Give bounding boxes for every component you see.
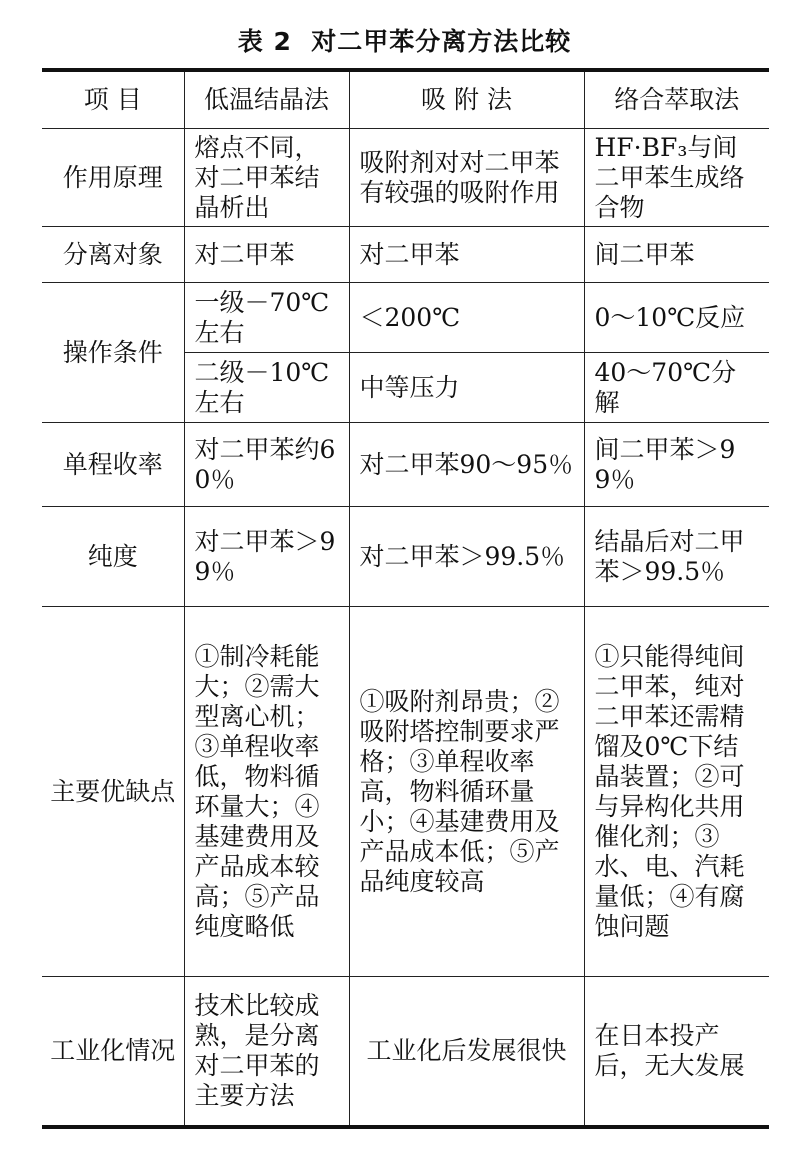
row-label-yield: 单程收率	[42, 423, 184, 507]
cell-principle-complex: HF·BF₃与间二甲苯生成络合物	[584, 129, 769, 227]
cell-principle-adsorption: 吸附剂对对二甲苯有较强的吸附作用	[349, 129, 584, 227]
cell-industrial-crystallization: 技术比较成熟，是分离对二甲苯的主要方法	[184, 977, 349, 1127]
cell-conditions-2-adsorption: 中等压力	[349, 353, 584, 423]
cell-conditions-1-complex: 0～10℃反应	[584, 283, 769, 353]
header-adsorption: 吸 附 法	[349, 70, 584, 129]
cell-industrial-adsorption: 工业化后发展很快	[349, 977, 584, 1127]
cell-conditions-1-crystallization: 一级－70℃左右	[184, 283, 349, 353]
row-label-pros-cons: 主要优缺点	[42, 607, 184, 977]
row-label-purity: 纯度	[42, 507, 184, 607]
header-item: 项 目	[42, 70, 184, 129]
table-row-purity	[42, 507, 769, 607]
cell-yield-crystallization: 对二甲苯约60％	[184, 423, 349, 507]
cell-conditions-2-crystallization: 二级－10℃左右	[184, 353, 349, 423]
cell-pros-cons-complex: ①只能得纯间二甲苯，纯对二甲苯还需精馏及0℃下结晶装置；②可与异构化共用催化剂；③水、电、汽耗量低；④有腐蚀问题	[584, 607, 769, 977]
cell-purity-adsorption: 对二甲苯＞99.5％	[349, 507, 584, 607]
cell-yield-adsorption: 对二甲苯90～95％	[349, 423, 584, 507]
comparison-table	[42, 68, 769, 1129]
cell-conditions-2-complex: 40～70℃分解	[584, 353, 769, 423]
cell-target-adsorption: 对二甲苯	[349, 227, 584, 283]
row-label-industrial: 工业化情况	[42, 977, 184, 1127]
cell-pros-cons-adsorption: ①吸附剂昂贵；②吸附塔控制要求严格；③单程收率高，物料循环量小；④基建费用及产品成本低；⑤产品纯度较高	[349, 607, 584, 977]
header-complex-extraction: 络合萃取法	[584, 70, 769, 129]
table-row-conditions-1	[42, 283, 769, 353]
cell-pros-cons-crystallization: ①制冷耗能大；②需大型离心机；③单程收率低，物料循环量大；④基建费用及产品成本较高；⑤产品纯度略低	[184, 607, 349, 977]
table-title: 表 2 对二甲苯分离方法比较	[237, 27, 572, 56]
table-row-pros-cons	[42, 607, 769, 977]
cell-purity-complex: 结晶后对二甲苯＞99.5％	[584, 507, 769, 607]
row-label-principle: 作用原理	[42, 129, 184, 227]
header-row	[42, 70, 769, 129]
cell-conditions-1-adsorption: ＜200℃	[349, 283, 584, 353]
table-row-yield	[42, 423, 769, 507]
table-row-target	[42, 227, 769, 283]
cell-principle-crystallization: 熔点不同，对二甲苯结晶析出	[184, 129, 349, 227]
header-crystallization: 低温结晶法	[184, 70, 349, 129]
cell-target-complex: 间二甲苯	[584, 227, 769, 283]
table-row-principle	[42, 129, 769, 227]
cell-purity-crystallization: 对二甲苯＞99％	[184, 507, 349, 607]
row-label-conditions: 操作条件	[42, 283, 184, 423]
row-label-target: 分离对象	[42, 227, 184, 283]
cell-yield-complex: 间二甲苯＞99％	[584, 423, 769, 507]
table-row-industrial	[42, 977, 769, 1127]
cell-target-crystallization: 对二甲苯	[184, 227, 349, 283]
cell-industrial-complex: 在日本投产后，无大发展	[584, 977, 769, 1127]
